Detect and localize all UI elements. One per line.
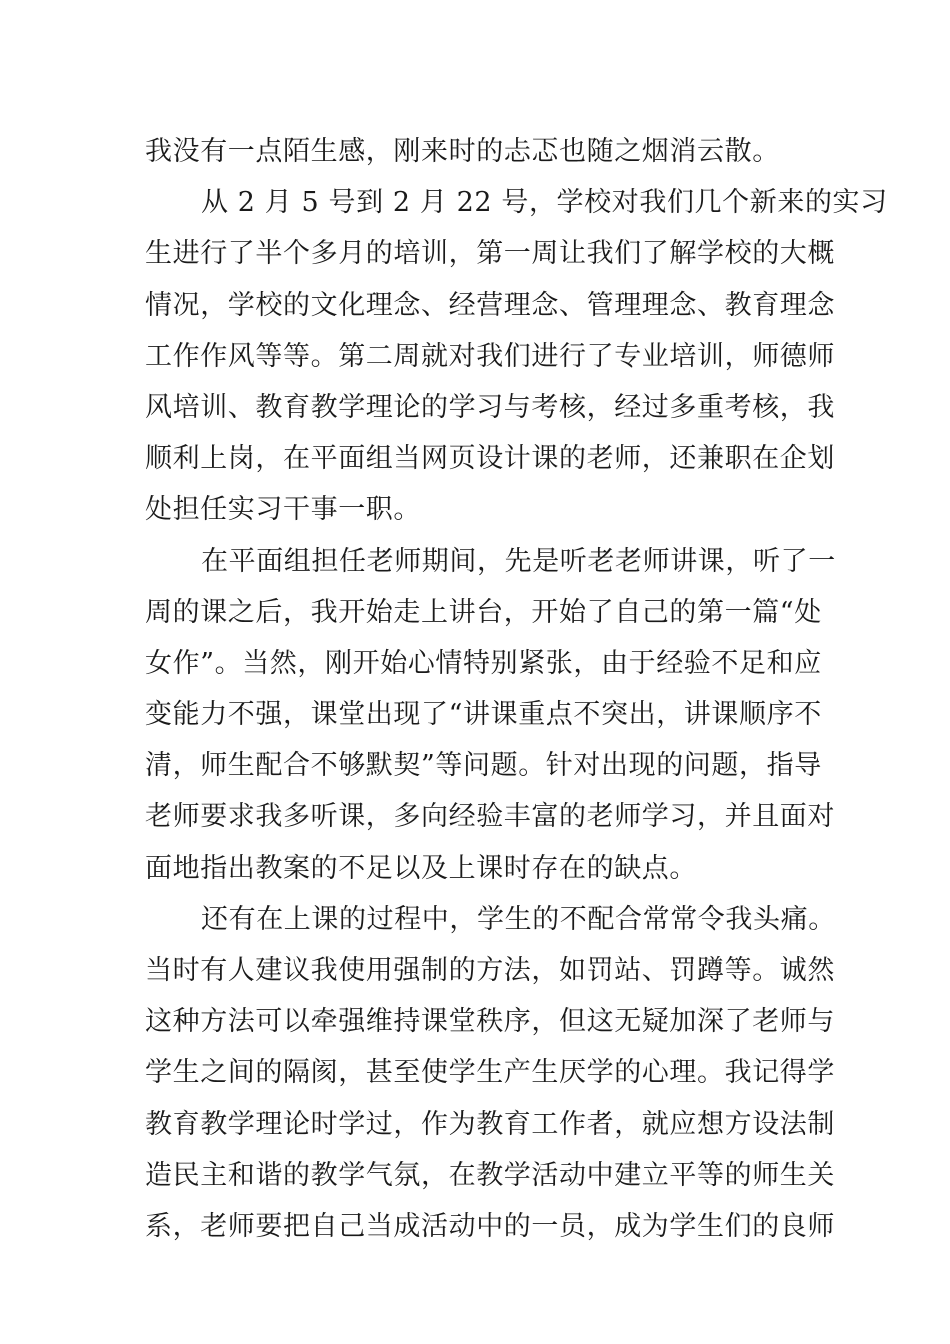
text-line: 我没有一点陌生感，刚来时的忐忑也随之烟消云散。: [145, 136, 780, 167]
paragraph-first-line: 还有在上课的过程中，学生的不配合常常令我头痛。: [201, 903, 836, 935]
text-line: 当时有人建议我使用强制的方法，如罚站、罚蹲等。诚然: [145, 955, 835, 986]
text-line: 造民主和谐的教学气氛，在教学活动中建立平等的师生关: [145, 1159, 835, 1191]
text-line: 清，师生配合不够默契”等问题。针对出现的问题，指导: [145, 750, 822, 782]
text-line: 系，老师要把自己当成活动中的一员，成为学生们的良师: [145, 1210, 835, 1242]
text-line: 情况，学校的文化理念、经营理念、管理理念、教育理念: [145, 289, 835, 321]
text-line: 周的课之后，我开始走上讲台，开始了自己的第一篇“处: [145, 596, 822, 628]
text-line: 工作作风等等。第二周就对我们进行了专业培训，师德师: [145, 340, 835, 372]
text-line: 老师要求我多听课，多向经验丰富的老师学习，并且面对: [145, 801, 835, 833]
text-line: 风培训、教育教学理论的学习与考核，经过多重考核，我: [145, 391, 835, 423]
text-line: 面地指出教案的不足以及上课时存在的缺点。: [145, 852, 697, 884]
text-line: 女作”。当然，刚开始心情特别紧张，由于经验不足和应: [145, 647, 822, 679]
text-line: 顺利上岗，在平面组当网页设计课的老师，还兼职在企划: [145, 443, 835, 475]
body-text: [145, 126, 888, 1252]
text-line: 处担任实习干事一职。: [145, 494, 421, 526]
text-line: 这种方法可以牵强维持课堂秩序，但这无疑加深了老师与: [145, 1006, 835, 1038]
text-line: 学生之间的隔阂，甚至使学生产生厌学的心理。我记得学: [145, 1057, 835, 1089]
text-line: 生进行了半个多月的培训，第一周让我们了解学校的大概: [145, 238, 835, 270]
paragraph-first-line: 从 2 月 5 号到 2 月 22 号，学校对我们几个新来的实习: [201, 187, 888, 219]
paragraph-first-line: 在平面组担任老师期间，先是听老老师讲课，听了一: [201, 545, 836, 577]
text-line: 教育教学理论时学过，作为教育工作者，就应想方设法制: [145, 1108, 835, 1140]
text-line: 变能力不强，课堂出现了“讲课重点不突出，讲课顺序不: [145, 699, 822, 731]
